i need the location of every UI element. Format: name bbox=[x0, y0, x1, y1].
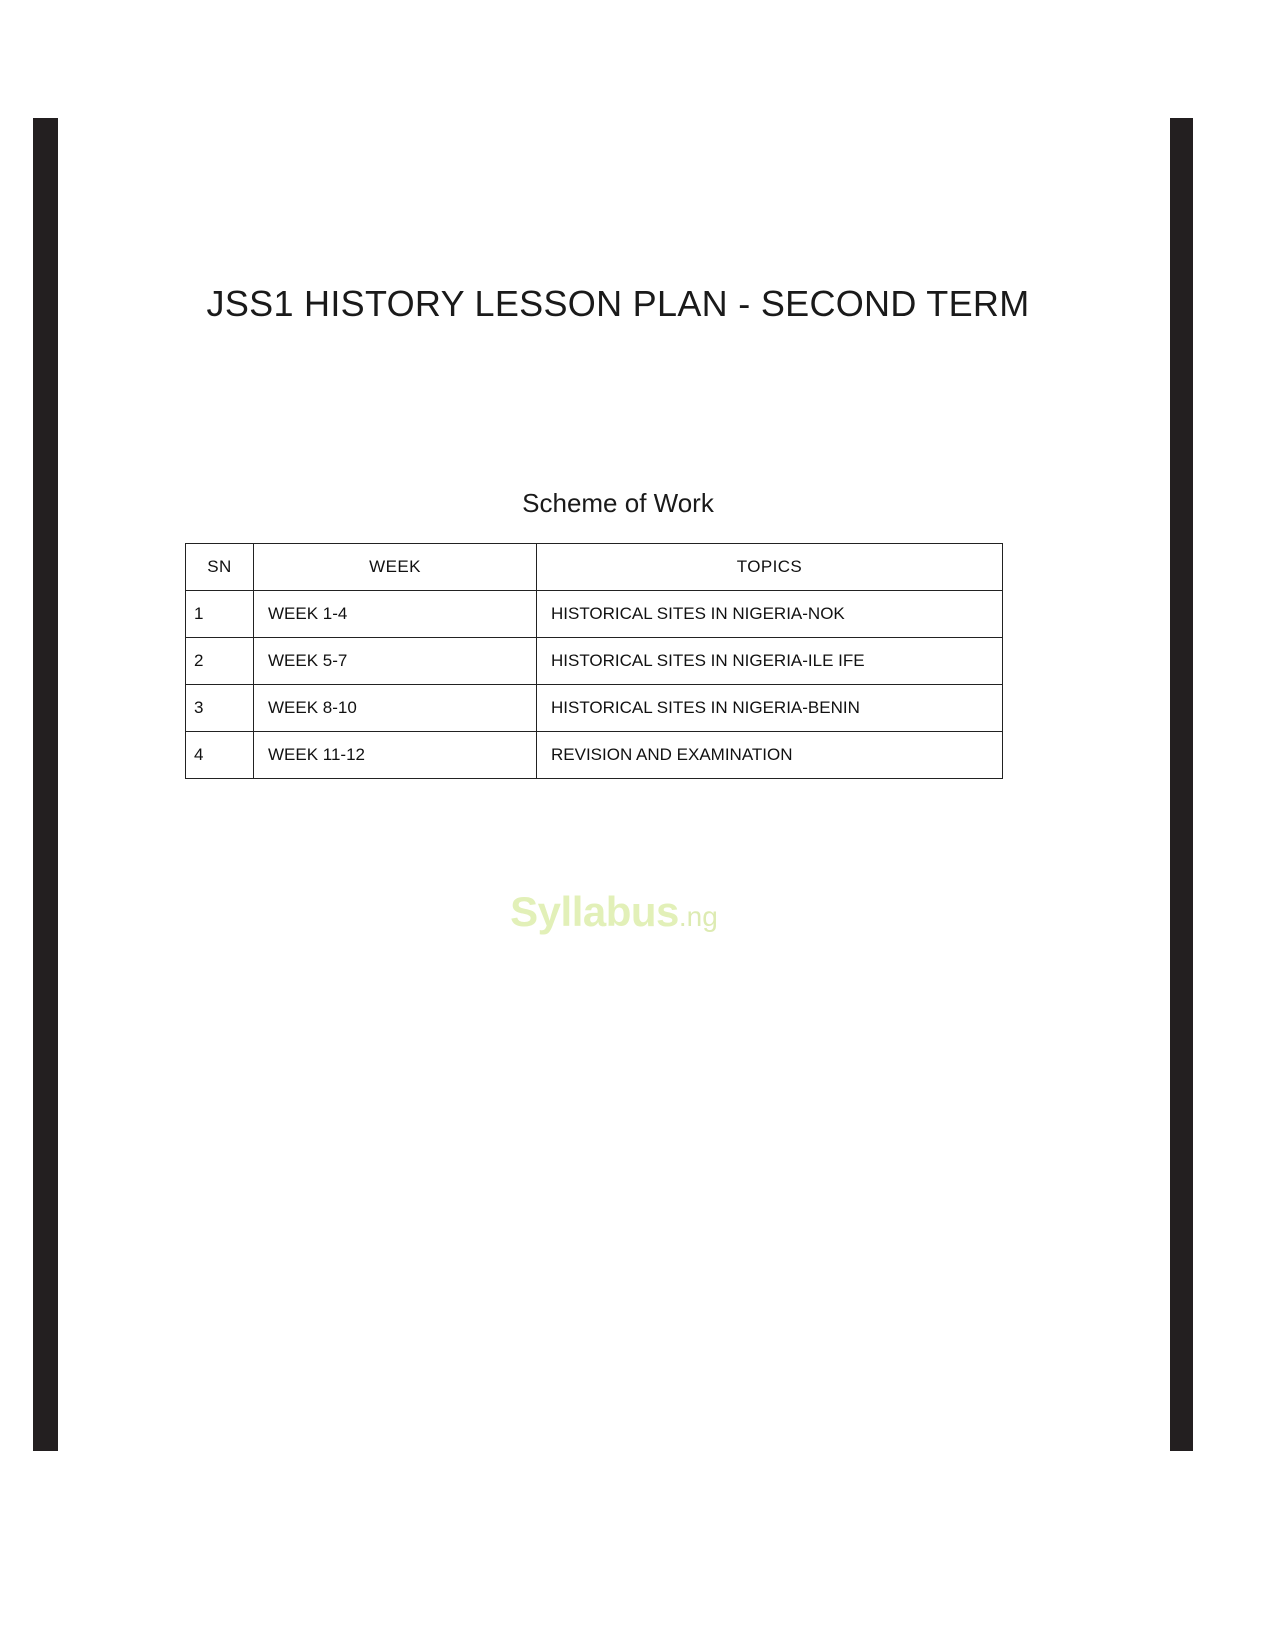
scheme-of-work-table bbox=[185, 543, 1003, 779]
page-frame-bar-right bbox=[1170, 118, 1193, 1451]
watermark-brand: Syllabus bbox=[510, 888, 679, 935]
table-row bbox=[186, 685, 1003, 732]
cell-week: WEEK 8-10 bbox=[254, 685, 537, 732]
table-header-row bbox=[186, 544, 1003, 591]
section-heading-scheme-of-work: Scheme of Work bbox=[522, 488, 714, 518]
column-header-topics: TOPICS bbox=[537, 544, 1003, 591]
column-header-week: WEEK bbox=[254, 544, 537, 591]
table-row bbox=[186, 591, 1003, 638]
watermark bbox=[58, 888, 1170, 936]
table-row bbox=[186, 732, 1003, 779]
cell-topic: HISTORICAL SITES IN NIGERIA-ILE IFE bbox=[537, 638, 1003, 685]
cell-week: WEEK 1-4 bbox=[254, 591, 537, 638]
cell-sn: 1 bbox=[186, 591, 254, 638]
cell-topic: HISTORICAL SITES IN NIGERIA-NOK bbox=[537, 591, 1003, 638]
scheme-of-work-table-wrapper bbox=[185, 543, 1002, 779]
document-sheet bbox=[58, 118, 1170, 1451]
cell-week: WEEK 5-7 bbox=[254, 638, 537, 685]
watermark-suffix: .ng bbox=[678, 901, 718, 932]
cell-topic: HISTORICAL SITES IN NIGERIA-BENIN bbox=[537, 685, 1003, 732]
cell-week: WEEK 11-12 bbox=[254, 732, 537, 779]
cell-topic: REVISION AND EXAMINATION bbox=[537, 732, 1003, 779]
page-frame-bar-left bbox=[33, 118, 58, 1451]
page-title: JSS1 HISTORY LESSON PLAN - SECOND TERM bbox=[206, 283, 1030, 324]
table-row bbox=[186, 638, 1003, 685]
cell-sn: 3 bbox=[186, 685, 254, 732]
column-header-sn: SN bbox=[186, 544, 254, 591]
cell-sn: 2 bbox=[186, 638, 254, 685]
cell-sn: 4 bbox=[186, 732, 254, 779]
